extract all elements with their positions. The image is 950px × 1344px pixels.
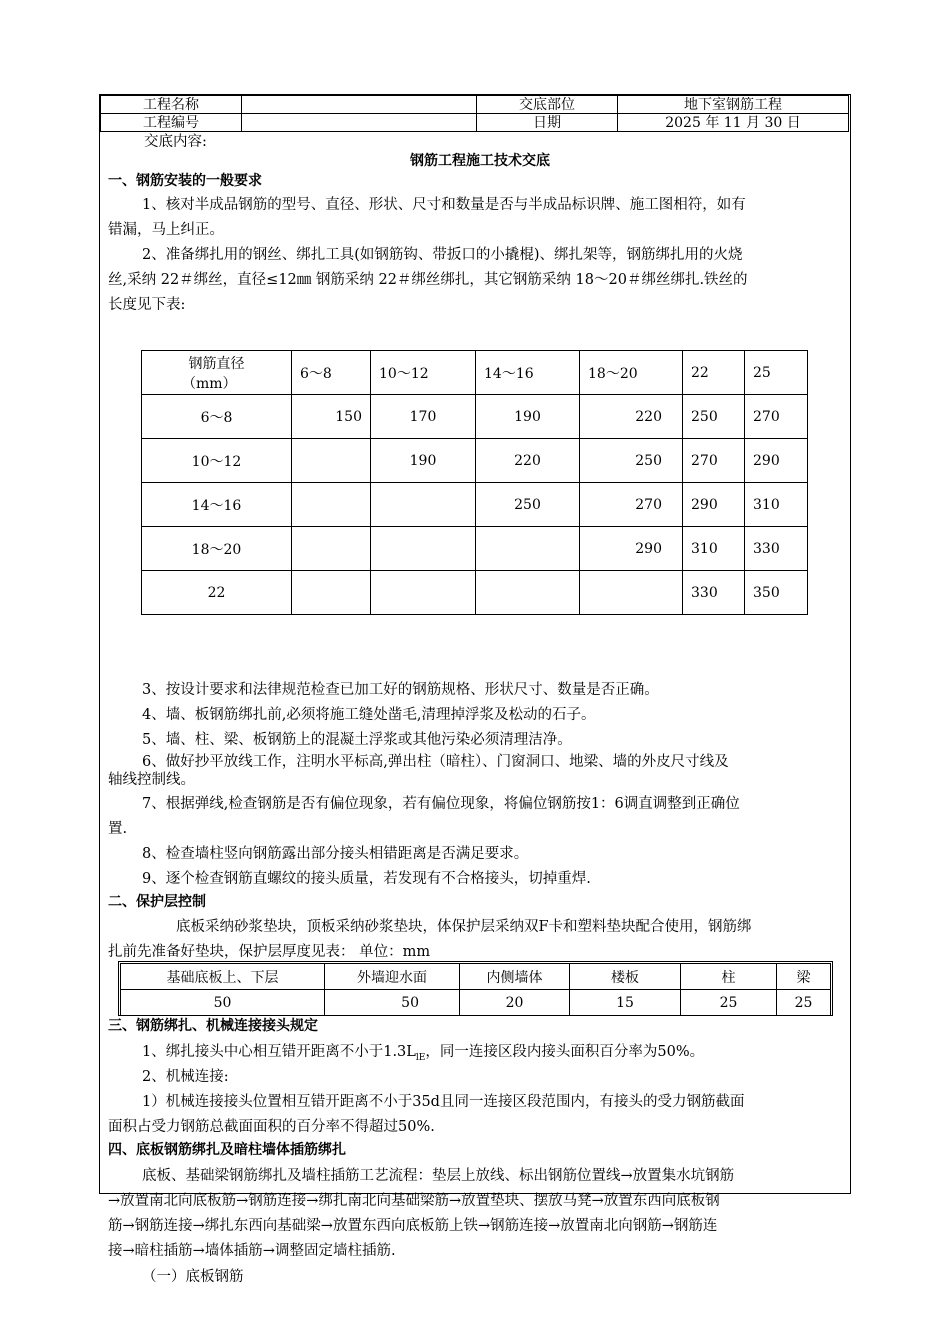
table-cell — [292, 439, 371, 483]
table-cell: 290 — [683, 483, 745, 527]
cover-value: 15 — [570, 990, 681, 1016]
s4-p1c: 筋→钢筋连接→绑扎东西向基础梁→放置东西向底板筋上铁→钢筋连接→放置南北向钢筋→钢筋连 — [108, 1218, 718, 1234]
row-label: 22 — [142, 571, 292, 615]
date-value: 2025 年 11 月 30 日 — [618, 114, 849, 132]
table-cell — [292, 483, 371, 527]
row-label: 10～12 — [142, 439, 292, 483]
section-2-heading: 二、保护层控制 — [108, 894, 206, 910]
table-cell: 220 — [580, 395, 683, 439]
s1-p2c: 长度见下表: — [108, 297, 186, 313]
table-cell: 310 — [683, 527, 745, 571]
s3-p2: 2、机械连接: — [142, 1069, 229, 1085]
s3-p1-sub: lE — [415, 1052, 426, 1063]
section-4-heading: 四、底板钢筋绑扎及暗柱墙体插筋绑扎 — [108, 1142, 346, 1158]
table-row — [142, 483, 808, 527]
col-header: 10～12 — [371, 351, 476, 395]
s1-p5: 5、墙、柱、梁、板钢筋上的混凝土浮浆或其他污染必须清理洁净。 — [142, 732, 572, 748]
s1-p1b: 错漏，马上纠正。 — [108, 222, 224, 238]
table-cell — [292, 527, 371, 571]
table-cell: 190 — [371, 439, 476, 483]
s1-p7b: 置. — [108, 821, 128, 837]
table-cell: 270 — [580, 483, 683, 527]
table-cell: 220 — [476, 439, 580, 483]
s3-p3b: 面积占受力钢筋总截面面积的百分率不得超过50%. — [108, 1119, 435, 1135]
location-label: 交底部位 — [477, 96, 618, 114]
s4-p1a: 底板、基础梁钢筋绑扎及墙柱插筋工艺流程：垫层上放线、标出钢筋位置线→放置集水坑钢筋 — [142, 1168, 735, 1184]
table-cell: 290 — [745, 439, 808, 483]
col-header: 14～16 — [476, 351, 580, 395]
s1-p7a: 7、根据弹线,检查钢筋是否有偏位现象，若有偏位现象，将偏位钢筋按1：6调直调整到正确位 — [142, 796, 740, 812]
cover-header: 柱 — [681, 964, 777, 990]
s2-p1b: 扎前先准备好垫块，保护层厚度见表： 单位：mm — [108, 944, 431, 960]
table-cell: 250 — [683, 395, 745, 439]
s3-p3a: 1）机械连接接头位置相互错开距离不小于35d且同一连接区段范围内，有接头的受力钢筋截面 — [142, 1094, 745, 1110]
table-cell: 310 — [745, 483, 808, 527]
s3-p1-pre: 1、绑扎接头中心相互错开距离不小于1.3L — [142, 1044, 416, 1060]
table-cell — [580, 571, 683, 615]
project-name-value — [242, 96, 477, 114]
table-cell — [476, 571, 580, 615]
col-header: 6～8 — [292, 351, 371, 395]
header-table — [100, 95, 849, 132]
row-label: 14～16 — [142, 483, 292, 527]
cover-value: 50 — [325, 990, 460, 1016]
project-name-label: 工程名称 — [101, 96, 242, 114]
table-cell — [371, 571, 476, 615]
row-label: 6～8 — [142, 395, 292, 439]
table-cell: 250 — [476, 483, 580, 527]
doc-title: 钢筋工程施工技术交底 — [410, 153, 550, 169]
content-label: 交底内容: — [144, 134, 207, 150]
table-row — [142, 439, 808, 483]
project-no-value — [242, 114, 477, 132]
cover-value: 20 — [460, 990, 570, 1016]
corner-label-a: 钢筋直径 — [188, 355, 245, 372]
location-value: 地下室钢筋工程 — [618, 96, 849, 114]
table-row — [142, 395, 808, 439]
s1-p6b: 轴线控制线。 — [108, 772, 195, 788]
table-cell: 170 — [371, 395, 476, 439]
s4-p1d: 接→暗柱插筋→墙体插筋→调整固定墙柱插筋. — [108, 1243, 396, 1259]
table-cell: 290 — [580, 527, 683, 571]
s2-p1a: 底板采纳砂浆垫块，顶板采纳砂浆垫块，体保护层采纳双F卡和塑料垫块配合使用，钢筋绑 — [176, 919, 752, 935]
table-cell: 250 — [580, 439, 683, 483]
table-cell: 150 — [292, 395, 371, 439]
cover-thickness-table — [120, 963, 831, 1016]
cover-value: 50 — [121, 990, 325, 1016]
table-cell — [292, 571, 371, 615]
table-cell: 270 — [745, 395, 808, 439]
s3-p1-post: ，同一连接区段内接头面积百分率为50%。 — [425, 1044, 705, 1060]
table-cell: 190 — [476, 395, 580, 439]
date-label: 日期 — [477, 114, 618, 132]
project-no-label: 工程编号 — [101, 114, 242, 132]
section-1-heading: 一、钢筋安装的一般要求 — [108, 173, 262, 189]
s1-p2a: 2、准备绑扎用的钢丝、绑扎工具(如钢筋钩、带扳口的小撬棍)、绑扎架等，钢筋绑扎用的火烧 — [142, 247, 743, 263]
section-3-heading: 三、钢筋绑扎、机械连接接头规定 — [108, 1018, 318, 1034]
table-cell: 270 — [683, 439, 745, 483]
s1-p8: 8、检查墙柱竖向钢筋露出部分接头相错距离是否满足要求。 — [142, 846, 529, 862]
s4-sub: （一）底板钢筋 — [142, 1269, 244, 1285]
cover-header: 内侧墙体 — [460, 964, 570, 990]
cover-value: 25 — [681, 990, 777, 1016]
s1-p3: 3、按设计要求和法律规范检查已加工好的钢筋规格、形状尺寸、数量是否正确。 — [142, 682, 659, 698]
s1-p4: 4、墙、板钢筋绑扎前,必须将施工缝处凿毛,清理掉浮浆及松动的石子。 — [142, 707, 596, 723]
document-page — [99, 94, 851, 1285]
cover-header: 外墙迎水面 — [325, 964, 460, 990]
table-row — [142, 527, 808, 571]
cover-header: 楼板 — [570, 964, 681, 990]
col-header: 18～20 — [580, 351, 683, 395]
s1-p2b: 丝,采纳 22＃绑丝，直径≤12㎜ 钢筋采纳 22＃绑丝绑扎，其它钢筋采纳 18～20＃绑丝绑扎.铁丝的 — [108, 272, 748, 288]
table-cell — [476, 527, 580, 571]
wire-length-table — [141, 350, 808, 615]
table-row — [142, 571, 808, 615]
table-cell: 330 — [683, 571, 745, 615]
wire-table-corner — [142, 351, 292, 395]
cover-header: 基础底板上、下层 — [121, 964, 325, 990]
corner-label-b: （mm） — [182, 375, 237, 392]
table-cell: 330 — [745, 527, 808, 571]
s1-p6a: 6、做好抄平放线工作，注明水平标高,弹出柱（暗柱）、门窗洞口、地梁、墙的外皮尺寸线及 — [142, 754, 729, 770]
s1-p9: 9、逐个检查钢筋直螺纹的接头质量，若发现有不合格接头，切掉重焊. — [142, 871, 591, 887]
table-cell — [371, 483, 476, 527]
s4-p1b: →放置南北向底板筋→钢筋连接→绑扎南北向基础梁筋→放置垫块、摆放马凳→放置东西向底板钢 — [108, 1193, 720, 1209]
row-label: 18～20 — [142, 527, 292, 571]
table-cell: 350 — [745, 571, 808, 615]
col-header: 22 — [683, 351, 745, 395]
table-cell — [371, 527, 476, 571]
s3-p1 — [142, 1040, 704, 1063]
cover-value: 25 — [777, 990, 831, 1016]
cover-header: 梁 — [777, 964, 831, 990]
s1-p1a: 1、核对半成品钢筋的型号、直径、形状、尺寸和数量是否与半成品标识牌、施工图相符，如有 — [142, 197, 746, 213]
col-header: 25 — [745, 351, 808, 395]
